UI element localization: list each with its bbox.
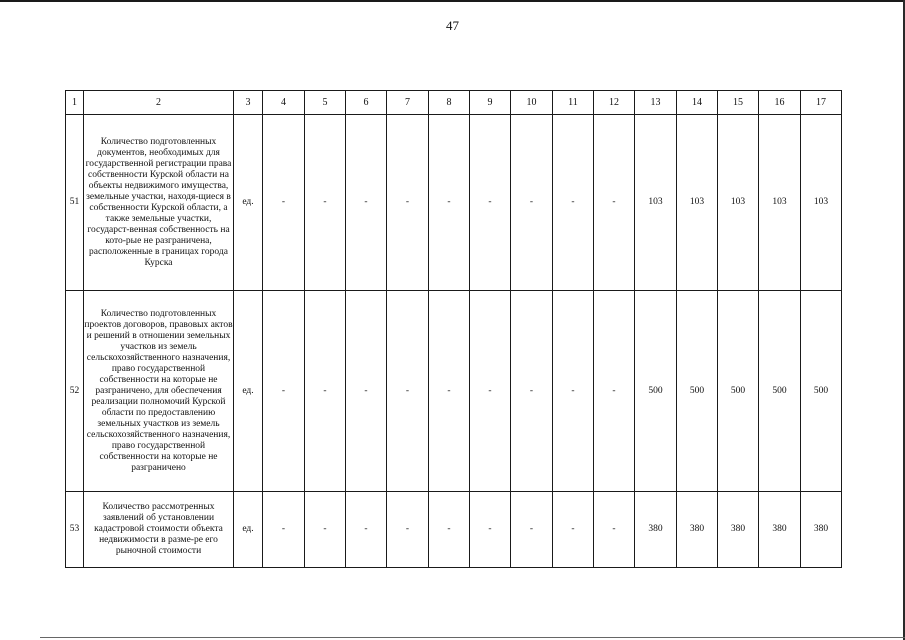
header-cell: 5 <box>305 91 346 115</box>
value-cell: 103 <box>718 115 759 291</box>
scan-edge-bottom <box>40 637 905 638</box>
indicator-description: Количество рассмотренных заявлений об установлении кадастровой стоимости объекта недвижимости в разме-ре его рыночной стоимости <box>84 492 234 568</box>
header-cell: 15 <box>718 91 759 115</box>
header-cell: 9 <box>470 91 511 115</box>
header-cell: 13 <box>635 91 677 115</box>
value-cell: - <box>429 291 470 492</box>
indicator-table <box>65 90 842 568</box>
value-cell: - <box>470 492 511 568</box>
header-cell: 3 <box>234 91 263 115</box>
value-cell: - <box>594 492 635 568</box>
unit-cell: ед. <box>234 291 263 492</box>
value-cell: 500 <box>801 291 842 492</box>
page-number: 47 <box>446 18 459 33</box>
value-cell: - <box>346 492 387 568</box>
value-cell: 500 <box>635 291 677 492</box>
table-row-51 <box>66 115 842 291</box>
header-cell: 17 <box>801 91 842 115</box>
value-cell: 380 <box>759 492 801 568</box>
scan-edge-top <box>0 0 905 2</box>
table-header-row <box>66 91 842 115</box>
header-cell: 10 <box>511 91 553 115</box>
table-row-53 <box>66 492 842 568</box>
value-cell: 380 <box>718 492 759 568</box>
value-cell: - <box>594 291 635 492</box>
value-cell: - <box>511 115 553 291</box>
unit-cell: ед. <box>234 115 263 291</box>
value-cell: 380 <box>801 492 842 568</box>
header-cell: 14 <box>677 91 718 115</box>
value-cell: - <box>470 115 511 291</box>
value-cell: 103 <box>635 115 677 291</box>
value-cell: - <box>553 492 594 568</box>
value-cell: - <box>305 492 346 568</box>
table-row-52 <box>66 291 842 492</box>
indicator-description: Количество подготовленных проектов договоров, правовых актов и решений в отношении земельных участков из земель сельскохозяйственного назначения, право государственной собственности на которые не разграничено, для обеспечения реализации полномочий Курской области по предоставлению земельных участков из земель сельскохозяйственного назначения, право государственной собственности на которые не разграничено <box>84 291 234 492</box>
value-cell: - <box>346 291 387 492</box>
value-cell: - <box>429 115 470 291</box>
value-cell: - <box>594 115 635 291</box>
value-cell: 380 <box>635 492 677 568</box>
value-cell: - <box>387 291 429 492</box>
value-cell: - <box>387 492 429 568</box>
value-cell: - <box>470 291 511 492</box>
header-cell: 12 <box>594 91 635 115</box>
value-cell: - <box>263 291 305 492</box>
value-cell: 103 <box>759 115 801 291</box>
header-cell: 6 <box>346 91 387 115</box>
row-number: 52 <box>66 291 84 492</box>
value-cell: - <box>263 115 305 291</box>
value-cell: - <box>553 115 594 291</box>
header-cell: 16 <box>759 91 801 115</box>
value-cell: - <box>387 115 429 291</box>
value-cell: - <box>553 291 594 492</box>
header-cell: 2 <box>84 91 234 115</box>
value-cell: 380 <box>677 492 718 568</box>
header-cell: 8 <box>429 91 470 115</box>
value-cell: - <box>305 115 346 291</box>
value-cell: 103 <box>677 115 718 291</box>
value-cell: - <box>511 492 553 568</box>
value-cell: 500 <box>718 291 759 492</box>
value-cell: - <box>511 291 553 492</box>
row-number: 53 <box>66 492 84 568</box>
header-cell: 4 <box>263 91 305 115</box>
header-cell: 11 <box>553 91 594 115</box>
value-cell: - <box>305 291 346 492</box>
row-number: 51 <box>66 115 84 291</box>
unit-cell: ед. <box>234 492 263 568</box>
value-cell: - <box>346 115 387 291</box>
value-cell: - <box>263 492 305 568</box>
header-cell: 7 <box>387 91 429 115</box>
value-cell: 103 <box>801 115 842 291</box>
value-cell: 500 <box>759 291 801 492</box>
header-cell: 1 <box>66 91 84 115</box>
indicator-description: Количество подготовленных документов, необходимых для государственной регистрации права собственности Курской области на объекты недвижимого имущества, земельные участки, находя-щиеся в собственности Курской области, а также земельные участки, государст-венная собственность на кото-рые не разграничена, расположенные в границах города Курска <box>84 115 234 291</box>
value-cell: 500 <box>677 291 718 492</box>
value-cell: - <box>429 492 470 568</box>
